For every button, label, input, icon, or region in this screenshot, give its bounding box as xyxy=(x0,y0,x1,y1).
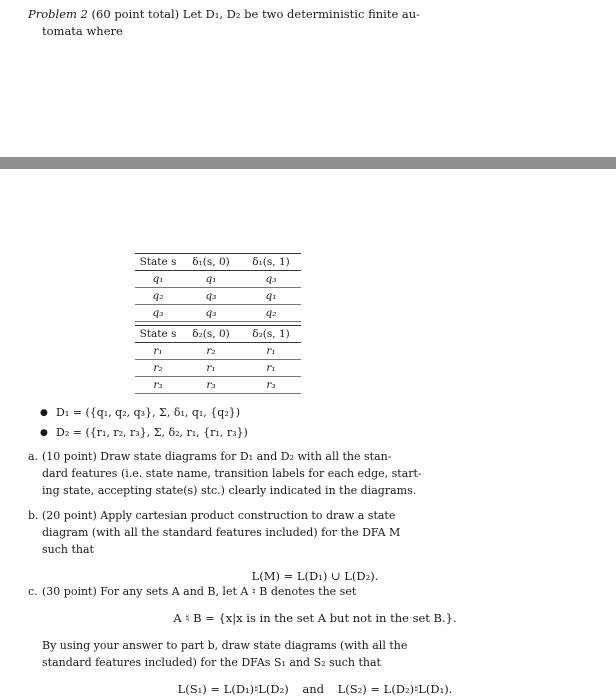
part-a-line-3: ing state, accepting state(s) stc.) clearly indicated in the diagrams. xyxy=(42,484,417,497)
part-a-line-2: dard features (i.e. state name, transition labels for each edge, start- xyxy=(42,467,422,480)
part-label: b. xyxy=(28,509,39,522)
table-cell: r₃ xyxy=(135,377,181,394)
dfa-definitions xyxy=(40,403,580,443)
table-row xyxy=(135,360,301,377)
table-cell: r₃ xyxy=(241,377,301,394)
part-b-formula: L(M) = L(D₁) ∪ L(D₂). xyxy=(251,569,379,583)
part-label: c. xyxy=(28,585,38,598)
table-cell: q₁ xyxy=(241,288,301,305)
part-c-formula: A ♮ B = {x|x is in the set A but not in the set B.}. xyxy=(173,611,457,625)
table-cell: q₂ xyxy=(241,305,301,322)
part-b xyxy=(28,507,588,585)
part-a xyxy=(28,448,588,499)
dfa-d1-definition: D₁ = ({q₁, q₂, q₃}, Σ, δ₁, q₁, {q₂}) xyxy=(56,406,241,419)
header-cell: State s xyxy=(135,326,181,343)
table-row xyxy=(135,288,301,305)
part-b-line-2: diagram (with all the standard features included) for the DFA M xyxy=(42,526,401,539)
table-header-row xyxy=(135,326,301,343)
final-formula-left: L(S₁) = L(D₁)♮L(D₂) xyxy=(177,682,289,696)
intro-line-2: tomata where xyxy=(42,24,123,38)
table-cell: q₁ xyxy=(181,271,241,288)
final-formula-and: and xyxy=(302,682,324,696)
table-cell: q₃ xyxy=(135,305,181,322)
bullet-icon: ● xyxy=(40,428,48,438)
table-cell: r₃ xyxy=(181,377,241,394)
header-cell: δ₁(s, 0) xyxy=(181,254,241,271)
table-cell: r₂ xyxy=(181,343,241,360)
final-formula-right: L(S₂) = L(D₂)♮L(D₁). xyxy=(337,682,453,696)
part-b-line-1: (20 point) Apply cartesian product construction to draw a state xyxy=(42,509,396,522)
part-c-line-2: By using your answer to part b, draw state diagrams (with all the xyxy=(42,639,408,652)
problem-intro xyxy=(28,6,588,40)
problem-label: Problem 2 xyxy=(28,7,88,21)
table-cell: r₁ xyxy=(135,343,181,360)
transition-table-d2 xyxy=(135,325,301,394)
table-cell: q₃ xyxy=(181,288,241,305)
part-c-final-formula xyxy=(42,681,588,698)
transition-table-d1 xyxy=(135,253,301,322)
list-item xyxy=(40,423,580,443)
separator-band xyxy=(0,157,616,169)
table-cell: r₂ xyxy=(135,360,181,377)
table-row xyxy=(135,377,301,394)
header-cell: δ₂(s, 1) xyxy=(241,326,301,343)
header-cell: δ₁(s, 1) xyxy=(241,254,301,271)
table-cell: r₁ xyxy=(181,360,241,377)
part-c xyxy=(28,583,588,698)
header-cell: δ₂(s, 0) xyxy=(181,326,241,343)
table-cell: r₁ xyxy=(241,343,301,360)
table-row xyxy=(135,343,301,360)
table-cell: r₁ xyxy=(241,360,301,377)
dfa-d2-definition: D₂ = ({r₁, r₂, r₃}, Σ, δ₂, r₁, {r₁, r₃}) xyxy=(56,426,248,439)
table-row xyxy=(135,271,301,288)
table-header-row xyxy=(135,254,301,271)
intro-line-1: (60 point total) Let D₁, D₂ be two deterministic finite au- xyxy=(91,7,421,21)
table-cell: q₁ xyxy=(135,271,181,288)
part-c-line-1: (30 point) For any sets A and B, let A ♮ B denotes the set xyxy=(42,585,357,598)
part-label: a. xyxy=(28,450,39,463)
table-cell: q₃ xyxy=(181,305,241,322)
table-row xyxy=(135,305,301,322)
part-c-line-3: standard features included) for the DFAs S₁ and S₂ such that xyxy=(42,656,381,669)
part-b-line-3: such that xyxy=(42,543,94,556)
table-cell: q₂ xyxy=(135,288,181,305)
bullet-icon: ● xyxy=(40,408,48,418)
part-a-line-1: (10 point) Draw state diagrams for D₁ and D₂ with all the stan- xyxy=(42,450,392,463)
header-cell: State s xyxy=(135,254,181,271)
list-item xyxy=(40,403,580,423)
table-cell: q₃ xyxy=(241,271,301,288)
